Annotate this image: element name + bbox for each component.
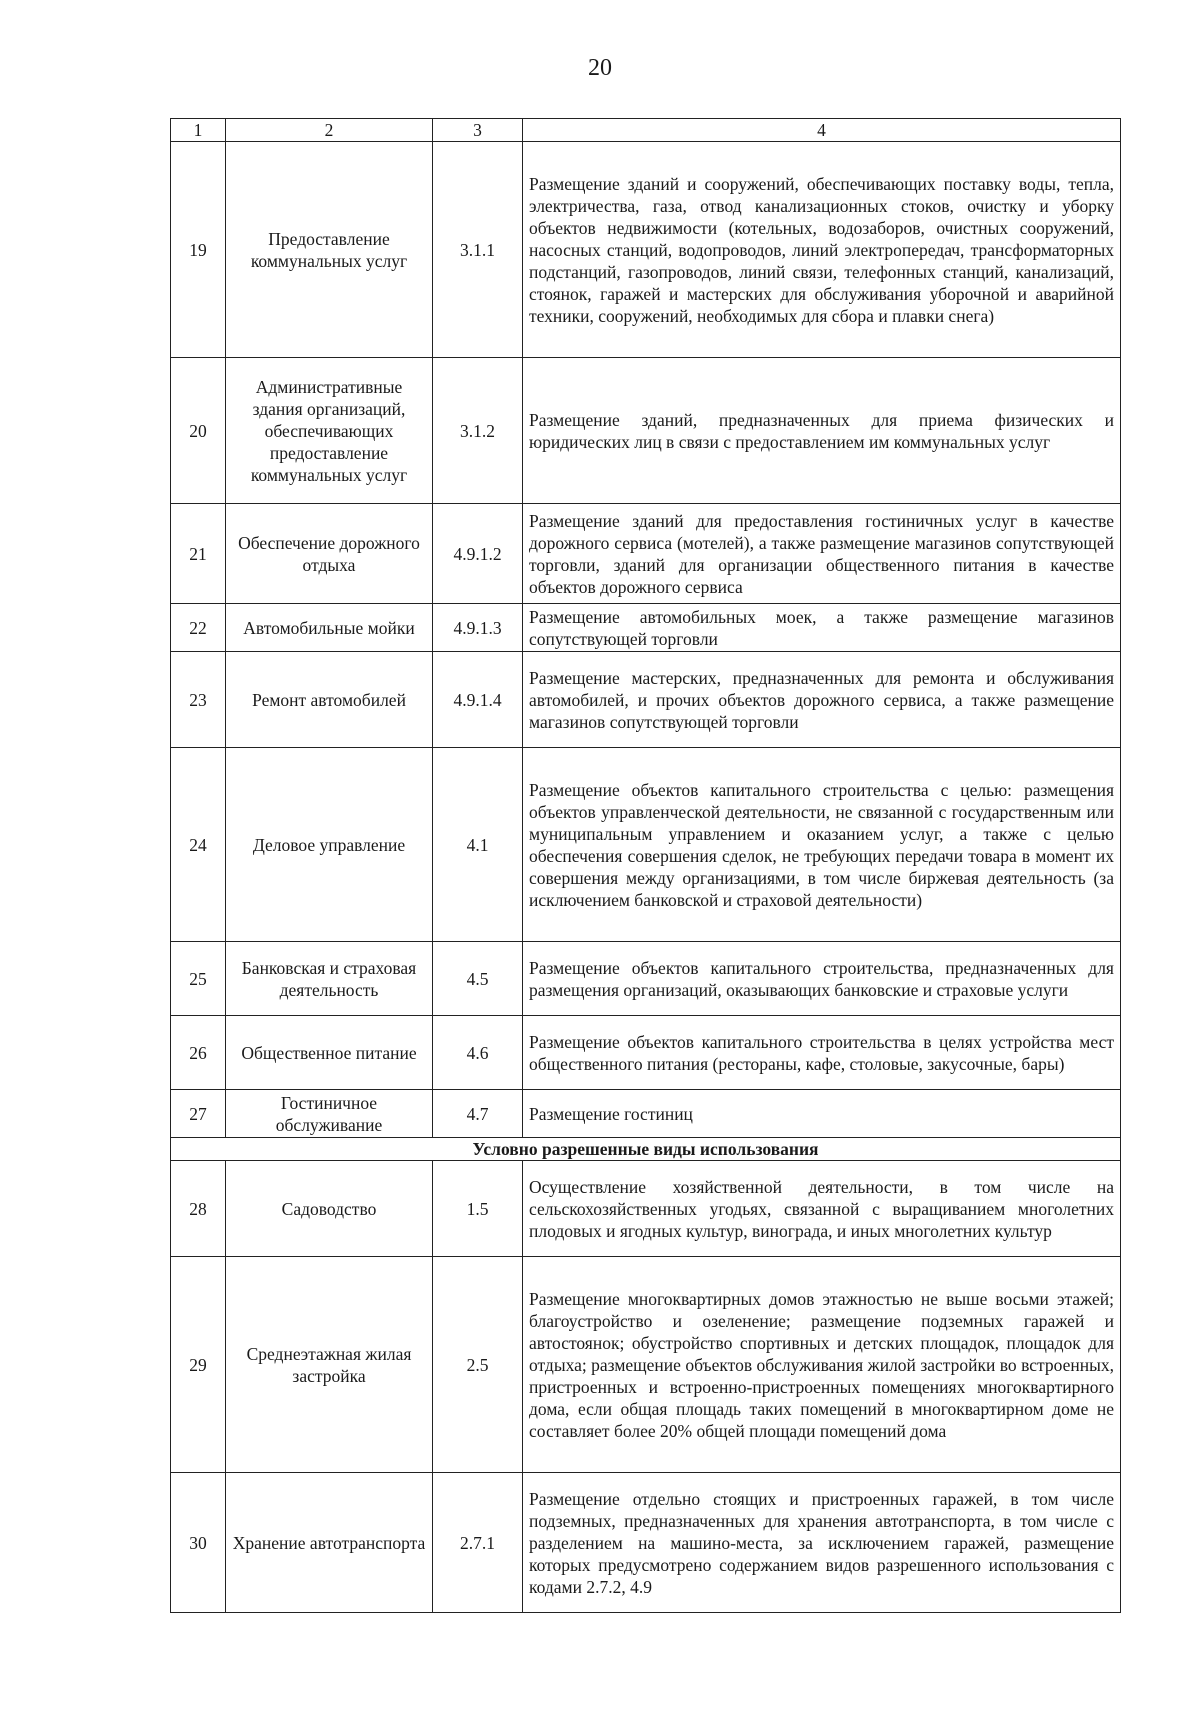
use-type-name: Садоводство — [226, 1161, 433, 1257]
row-number: 29 — [171, 1257, 226, 1473]
use-type-code: 3.1.2 — [433, 358, 523, 504]
use-type-name: Деловое управление — [226, 748, 433, 942]
row-number: 23 — [171, 652, 226, 748]
use-type-code: 2.5 — [433, 1257, 523, 1473]
row-number: 30 — [171, 1473, 226, 1613]
use-type-code: 4.9.1.2 — [433, 504, 523, 604]
table-row — [171, 1473, 1121, 1613]
use-type-code: 4.9.1.4 — [433, 652, 523, 748]
section-row — [171, 1138, 1121, 1161]
row-number: 26 — [171, 1016, 226, 1090]
use-type-description: Размещение зданий для предоставления гостиничных услуг в качестве дорожного сервиса (мотелей), а также размещение магазинов сопутствующей торговли, зданий для организации общественного питания в качестве объектов дорожного сервиса — [523, 504, 1121, 604]
table-row — [171, 942, 1121, 1016]
table-row — [171, 748, 1121, 942]
use-type-description: Размещение мастерских, предназначенных для ремонта и обслуживания автомобилей, и прочих объектов дорожного сервиса, а также размещение магазинов сопутствующей торговли — [523, 652, 1121, 748]
use-type-name: Среднеэтажная жилая застройка — [226, 1257, 433, 1473]
use-type-code: 4.7 — [433, 1090, 523, 1138]
table-row — [171, 1161, 1121, 1257]
table-row — [171, 1090, 1121, 1138]
use-type-code: 3.1.1 — [433, 142, 523, 358]
row-number: 25 — [171, 942, 226, 1016]
use-type-code: 1.5 — [433, 1161, 523, 1257]
row-number: 28 — [171, 1161, 226, 1257]
use-type-name: Обеспечение дорожного отдыха — [226, 504, 433, 604]
use-type-description: Размещение многоквартирных домов этажностью не выше восьми этажей; благоустройство и озеленение; размещение подземных гаражей и автостоянок; обустройство спортивных и детских площадок, площадок для отдыха; размещение объектов обслуживания жилой застройки во встроенных, пристроенных и встроенно-пристроенных помещениях многоквартирного дома, если общая площадь таких помещений в многоквартирном доме не составляет более 20% общей площади помещений дома — [523, 1257, 1121, 1473]
use-type-code: 4.9.1.3 — [433, 604, 523, 652]
use-type-description: Размещение гостиниц — [523, 1090, 1121, 1138]
section-title: Условно разрешенные виды использования — [171, 1138, 1121, 1161]
use-type-description: Размещение зданий, предназначенных для приема физических и юридических лиц в связи с предоставлением им коммунальных услуг — [523, 358, 1121, 504]
use-type-description: Размещение объектов капитального строительства, предназначенных для размещения организаций, оказывающих банковские и страховые услуги — [523, 942, 1121, 1016]
table-row — [171, 358, 1121, 504]
land-use-table — [170, 118, 1121, 1613]
table-row — [171, 1016, 1121, 1090]
use-type-code: 4.5 — [433, 942, 523, 1016]
use-type-name: Предоставление коммунальных услуг — [226, 142, 433, 358]
use-type-code: 4.6 — [433, 1016, 523, 1090]
column-header: 3 — [433, 119, 523, 142]
use-type-description: Размещение автомобильных моек, а также размещение магазинов сопутствующей торговли — [523, 604, 1121, 652]
column-header: 4 — [523, 119, 1121, 142]
use-type-name: Гостиничное обслуживание — [226, 1090, 433, 1138]
table-row — [171, 604, 1121, 652]
use-type-code: 4.1 — [433, 748, 523, 942]
row-number: 21 — [171, 504, 226, 604]
row-number: 24 — [171, 748, 226, 942]
use-type-description: Размещение объектов капитального строительства в целях устройства мест общественного питания (рестораны, кафе, столовые, закусочные, бары) — [523, 1016, 1121, 1090]
page-number: 20 — [588, 55, 612, 81]
table-row — [171, 652, 1121, 748]
use-type-name: Хранение автотранспорта — [226, 1473, 433, 1613]
row-number: 20 — [171, 358, 226, 504]
use-type-name: Ремонт автомобилей — [226, 652, 433, 748]
table-header-row — [171, 119, 1121, 142]
use-type-name: Общественное питание — [226, 1016, 433, 1090]
use-type-name: Административные здания организаций, обеспечивающих предоставление коммунальных услуг — [226, 358, 433, 504]
use-type-description: Размещение зданий и сооружений, обеспечивающих поставку воды, тепла, электричества, газа, отвод канализационных стоков, очистку и уборку объектов недвижимости (котельных, водозаборов, очистных сооружений, насосных станций, водопроводов, линий электропередач, трансформаторных подстанций, газопроводов, линий связи, телефонных станций, канализаций, стоянок, гаражей и мастерских для обслуживания уборочной и аварийной техники, сооружений, необходимых для сбора и плавки снега) — [523, 142, 1121, 358]
row-number: 19 — [171, 142, 226, 358]
use-type-description: Размещение объектов капитального строительства с целью: размещения объектов управленческой деятельности, не связанной с государственным или муниципальным управлением и оказанием услуг, а также с целью обеспечения совершения сделок, не требующих передачи товара в момент их совершения между организациями, в том числе биржевая деятельность (за исключением банковской и страховой деятельности) — [523, 748, 1121, 942]
use-type-name: Банковская и страховая деятельность — [226, 942, 433, 1016]
use-type-code: 2.7.1 — [433, 1473, 523, 1613]
column-header: 1 — [171, 119, 226, 142]
use-type-name: Автомобильные мойки — [226, 604, 433, 652]
use-type-description: Размещение отдельно стоящих и пристроенных гаражей, в том числе подземных, предназначенных для хранения автотранспорта, в том числе с разделением на машино-места, за исключением гаражей, размещение которых предусмотрено содержанием видов разрешенного использования с кодами 2.7.2, 4.9 — [523, 1473, 1121, 1613]
column-header: 2 — [226, 119, 433, 142]
use-type-description: Осуществление хозяйственной деятельности, в том числе на сельскохозяйственных угодьях, связанной с выращиванием многолетних плодовых и ягодных культур, винограда, и иных многолетних культур — [523, 1161, 1121, 1257]
row-number: 22 — [171, 604, 226, 652]
table-row — [171, 1257, 1121, 1473]
table-row — [171, 142, 1121, 358]
row-number: 27 — [171, 1090, 226, 1138]
table-row — [171, 504, 1121, 604]
